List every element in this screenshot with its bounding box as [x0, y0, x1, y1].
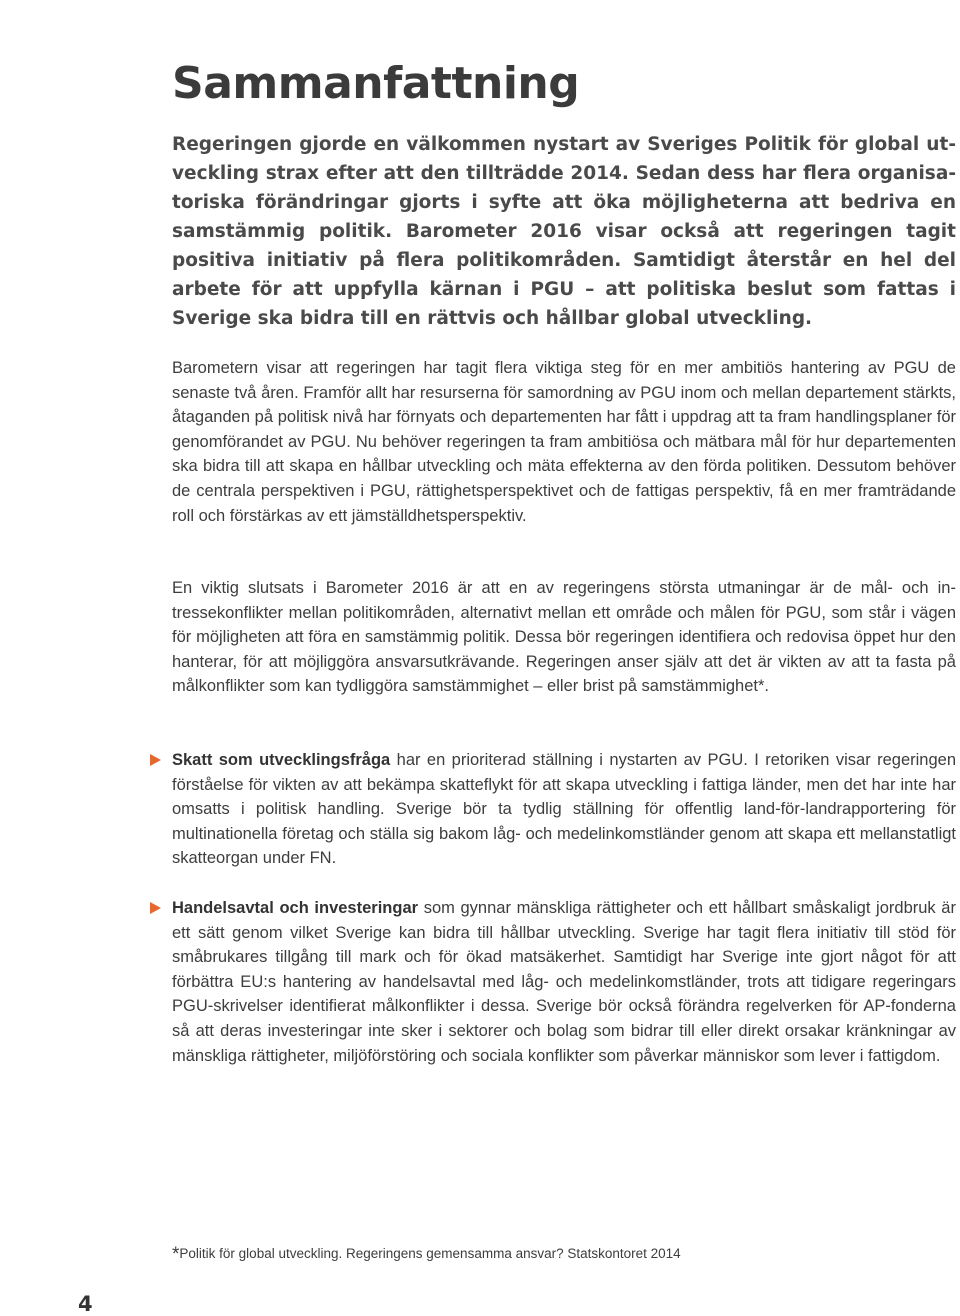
page-number: 4: [78, 1292, 93, 1316]
body-paragraph-1: Barometern visar att regeringen har tagit flera viktiga steg för en mer ambitiös hantering av PGU de senaste två åren. Framför allt har resurserna för samordning av PGU inom och mellan departement stärkts, åtaganden på politisk nivå har förnyats och departementen har fått i uppdrag att ta fram handlingsplaner för genomförandet av PGU. Nu behöver regeringen ta fram ambitiösa och mätbara mål för hur departementen ska bidra till att skapa en hållbar utveckling och mäta effekterna av den förda politiken. Dessutom behöver de centrala perspektiven i PGU, rättighetsperspektivet och de fattigas perspektiv, få en mer framträdande roll och förstärkas av ett jämställdhetsperspektiv.: [172, 359, 956, 525]
footnote: [172, 1244, 681, 1266]
lead-paragraph: Regeringen gjorde en välkommen nystart av Sveriges Politik för global utveckling strax efter att den tillträdde 2014. Sedan dess har flera organisatoriska förändringar gjorts i syfte att öka möjligheterna att bedriva en samstämmig politik. Barometer 2016 visar också att regeringen tagit positiva initiativ på flera politikområden. Samtidigt återstår en hel del arbete för att uppfylla kärnan i PGU – att politiska beslut som fattas i Sverige ska bidra till en rättvis och hållbar global utveckling.: [172, 134, 956, 329]
footnote-marker: *: [172, 1244, 180, 1265]
bullet-text: har en prioriterad ställning i nystarten av PGU. I retoriken visar regeringen förståelse för vikten av att bekämpa skatteflykt för att skapa utveckling i fattiga länder, men det har inte har omsatts i politisk handling. Sverige bör ta tydlig ställning för offentlig land-för-landrapportering för multinationella företag och ställa sig bakom låg- och medelinkomstländer genom att skapa ett mellanstatligt skatteorgan under FN.: [172, 751, 956, 868]
bullet-item-tax: [172, 748, 956, 871]
bullet-text: som gynnar mänskliga rättigheter och ett hållbart småskaligt jordbruk är ett sätt genom vilket Sverige kan bidra till hållbar utveckling. Sverige har tagit flera initiativ till stöd för småbrukares tillgång till mark och för ökad matsäkerhet. Samtidigt har Sverige inte gjort något för att förbättra EU:s hantering av handelsavtal med låg- och medelinkomstländer, trots att tidigare regeringars PGU-skrivelser identifierat målkonflikter i dessa. Sverige bör också förändra regelverken för AP-fonderna så att deras investeringar inte sker i sektorer och bolag som bidrar till eller direkt orsakar kränkningar av mänskliga rättigheter, miljöförstöring och sociala konflikter som påverkar människor som lever i fattigdom.: [172, 899, 956, 1065]
bullet-heading: Skatt som utvecklingsfråga: [172, 751, 391, 769]
bullet-heading: Handelsavtal och investeringar: [172, 899, 419, 917]
body-paragraph-2: En viktig slutsats i Barometer 2016 är att en av regeringens största utmaningar är de mål- och intressekonflikter mellan politikområden, alternativt mellan ett område och målen för PGU, som står i vägen för möjligheten att föra en samstämmig politik. Dessa bör regeringen identifiera och redovisa öppet hur den hanterar, för att möjliggöra ansvarsutkrävande. Regeringen anser själv att det är vikten av att ta fasta på målkonflikter som kan tydliggöra samstämmighet – eller brist på samstämmighet*.: [172, 579, 956, 696]
footnote-text: Politik för global utveckling. Regeringens gemensamma ansvar? Statskontoret 2014: [179, 1246, 681, 1261]
triangle-bullet-icon: [150, 902, 161, 914]
page-title: Sammanfattning: [172, 58, 580, 109]
triangle-bullet-icon: [150, 754, 161, 766]
bullet-item-trade: [172, 896, 956, 1068]
